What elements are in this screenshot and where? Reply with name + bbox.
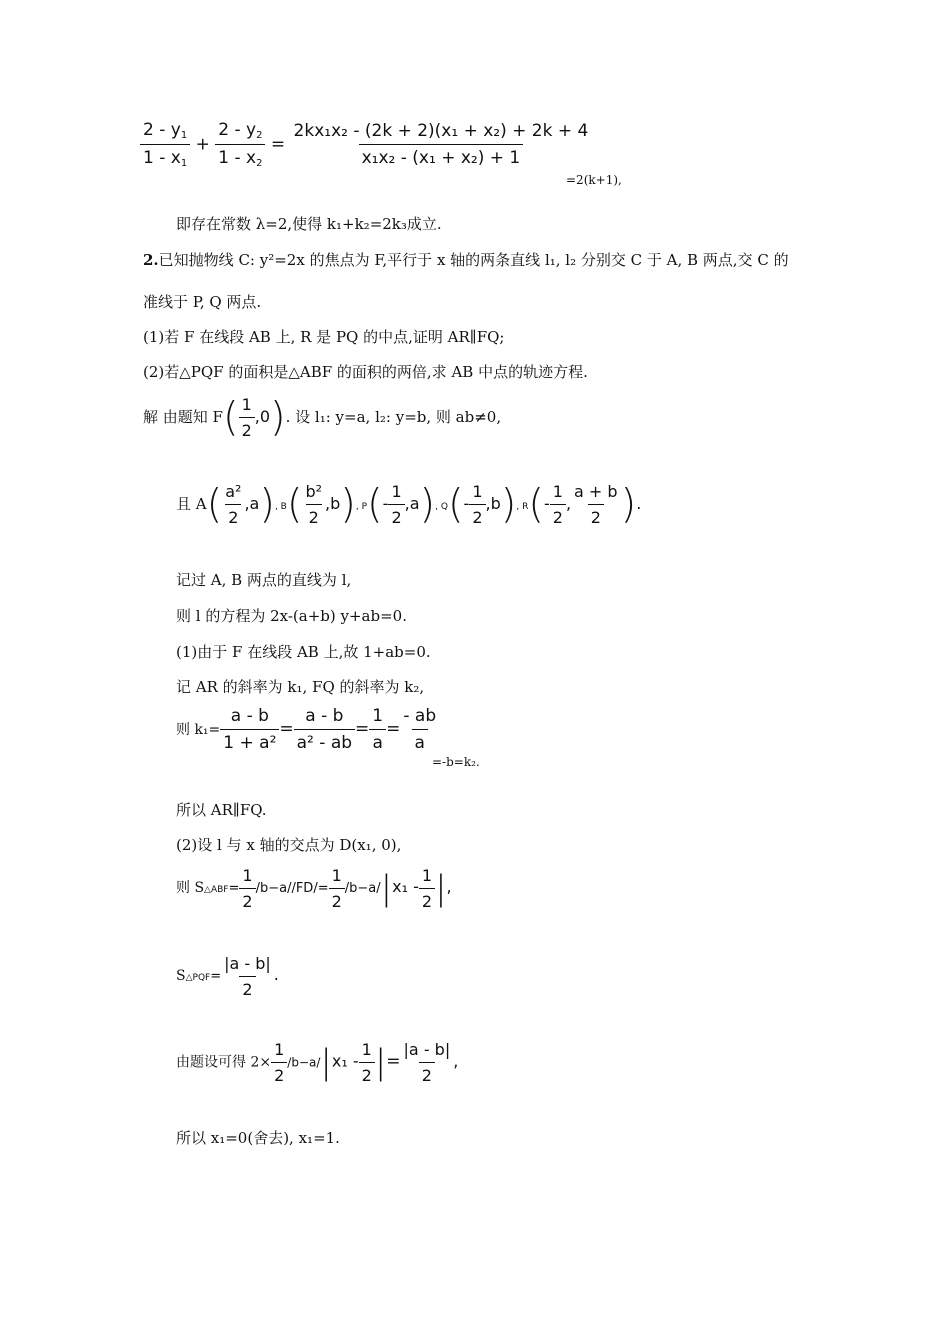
problem-2-line-2: 准线于 P, Q 两点. xyxy=(143,293,262,311)
part-2-setup: (2)设 l 与 x 轴的交点为 D(x₁, 0), xyxy=(176,836,402,854)
area-abf-equation: 则 S△ABF= $\frac{1}{2}$ /b−a//FD/= $\frac{1}{2}$ /b−a/|x₁ - $\frac{1}{2}$ |, xyxy=(176,866,452,911)
fraction-1: $\frac{2 - y_1}{1 - x_1}$ xyxy=(140,120,190,169)
pqf-fraction: $\frac{|a - b|}{2}$ xyxy=(224,954,271,999)
conclusion-1: 所以 AR∥FQ. xyxy=(176,801,267,819)
area-condition-equation: 由题设可得 2× $\frac{1}{2}$ /b−a/|x₁ - $\frac{1}{2}$ |= $\frac{|a - b|}{2}$ , xyxy=(176,1040,459,1085)
problem-number: 2. xyxy=(143,251,159,269)
fraction-3: $\frac{\text{2kx₁x₂ - (2k + 2)(x₁ + x₂) + 2k + 4}}{\text{x₁x₂ - (x₁ + x₂) + 1}}$ xyxy=(293,121,589,168)
line-l-definition: 记过 A, B 两点的直线为 l, xyxy=(176,571,352,589)
sum-slopes-equation: $\frac{2 - y_1}{1 - x_1}$ + $\frac{2 - y_2}{1 - x_2}$ = $\frac{\text{2kx₁x₂ - (2k + 2)(x₁ + x₂) + 2k + 4}}{\text{x₁x₂ - (x₁ + x₂) + 1}}$ xyxy=(140,120,591,169)
constant-statement: 即存在常数 λ=2,使得 k₁+k₂=2k₃成立. xyxy=(176,215,442,233)
point-P-x: $\frac{1}{2}$ xyxy=(388,482,404,527)
focus-x-fraction: $\frac{1}{2}$ xyxy=(239,395,255,440)
k1-fraction-3: $\frac{1}{a}$ xyxy=(369,706,386,753)
line-l-equation: 则 l 的方程为 2x-(a+b) y+ab=0. xyxy=(176,607,407,625)
point-R-y: $\frac{a + b}{2}$ xyxy=(574,482,618,527)
points-coordinates: 且 A( $\frac{\text{a²}}{2}$ ,a), B( $\frac{\text{b²}}{2}$ ,b), P(- $\frac{1}{2}$ ,a), Q(- $\frac{1}{2}$ ,b), R(- $\frac{1}{2}$ , $\frac{a + b}{2}$ ). xyxy=(176,481,642,528)
question-1: (1)若 F 在线段 AB 上, R 是 PQ 的中点,证明 AR∥FQ; xyxy=(143,328,505,346)
k1-equation-tail: =-b=k₂. xyxy=(432,755,480,769)
half-fraction-3: $\frac{1}{2}$ xyxy=(419,866,435,911)
point-Q-x: $\frac{1}{2}$ xyxy=(469,482,485,527)
k1-fraction-1: $\frac{a - b}{\text{1 + a²}}$ xyxy=(220,706,279,753)
point-A-x: $\frac{\text{a²}}{2}$ xyxy=(225,482,242,527)
point-B-x: $\frac{\text{b²}}{2}$ xyxy=(305,482,323,527)
problem-2-line-1: 2.已知抛物线 C: y²=2x 的焦点为 F,平行于 x 轴的两条直线 l₁, l₂ 分别交 C 于 A, B 两点,交 C 的 xyxy=(143,251,789,269)
k1-fraction-4: $\frac{- ab}{a}$ xyxy=(403,706,437,753)
cond-abs-fraction: $\frac{1}{2}$ xyxy=(359,1040,375,1085)
k1-equation: 则 k₁= $\frac{a - b}{\text{1 + a²}}$ = $\frac{a - b}{\text{a² - ab}}$ = $\frac{1}{a}$ = $\frac{- ab}{a}$ xyxy=(176,706,439,753)
question-2: (2)若△PQF 的面积是△ABF 的面积的两倍,求 AB 中点的轨迹方程. xyxy=(143,363,588,381)
k1-fraction-2: $\frac{a - b}{\text{a² - ab}}$ xyxy=(294,706,355,753)
final-result: 所以 x₁=0(舍去), x₁=1. xyxy=(176,1129,340,1147)
equation-tail: =2(k+1), xyxy=(566,173,622,187)
cond-right-fraction: $\frac{|a - b|}{2}$ xyxy=(403,1040,451,1085)
solution-intro: 解 由题知 F( $\frac{1}{2}$ ,0). 设 l₁: y=a, l₂: y=b, 则 ab≠0, xyxy=(143,394,502,441)
slopes-definition: 记 AR 的斜率为 k₁, FQ 的斜率为 k₂, xyxy=(176,678,425,696)
half-fraction-1: $\frac{1}{2}$ xyxy=(239,866,255,911)
point-R-x: $\frac{1}{2}$ xyxy=(550,482,566,527)
fraction-2: $\frac{2 - y_2}{1 - x_2}$ xyxy=(215,120,265,169)
area-pqf-equation: S△PQF= $\frac{|a - b|}{2}$ . xyxy=(176,954,279,999)
cond-half-fraction: $\frac{1}{2}$ xyxy=(271,1040,287,1085)
part-1-condition: (1)由于 F 在线段 AB 上,故 1+ab=0. xyxy=(176,643,431,661)
half-fraction-2: $\frac{1}{2}$ xyxy=(329,866,345,911)
